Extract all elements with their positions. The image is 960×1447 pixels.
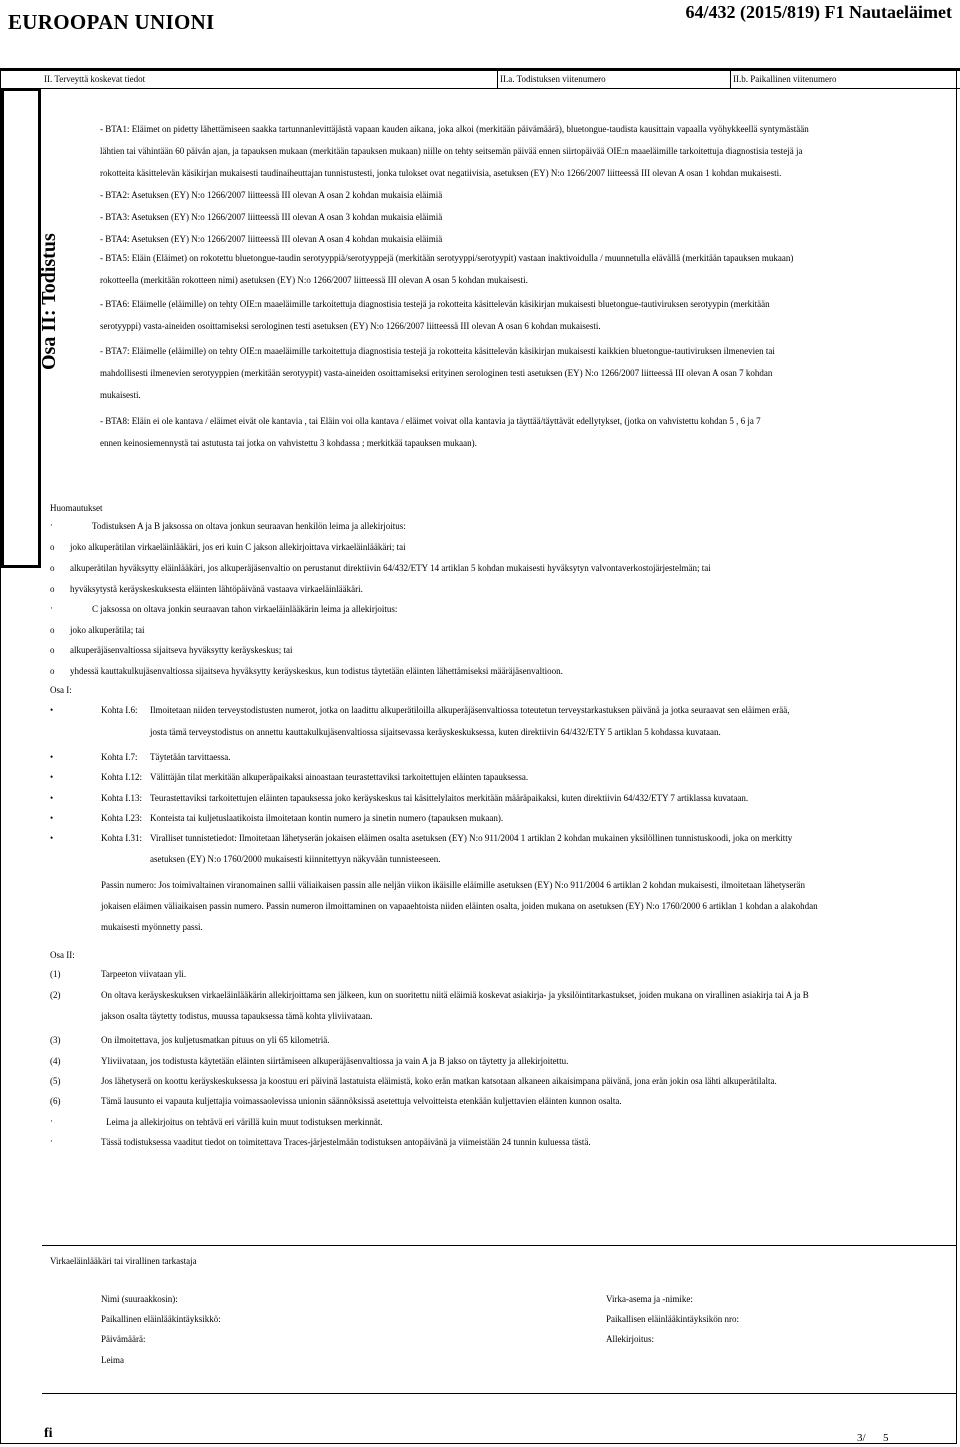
item-label: Kohta I.31: bbox=[101, 833, 142, 843]
note-line: Tässä todistuksessa vaaditut tiedot on toimitettava Traces-järjestelmään todistuksen antopäivänä ja viimeistään 24 tunnin kuluessa tästä. bbox=[101, 1137, 591, 1147]
certificate-code: 64/432 (2015/819) F1 Nautaeläimet bbox=[685, 2, 952, 22]
column-divider bbox=[497, 70, 498, 88]
signature-unit-number-field[interactable]: Paikallisen eläinlääkintäyksikön nro: bbox=[606, 1314, 739, 1324]
footnote-number: (4) bbox=[50, 1056, 61, 1066]
item-label: Kohta I.12: bbox=[101, 772, 142, 782]
signature-stamp-field[interactable]: Leima bbox=[101, 1355, 124, 1365]
bta7-line: - BTA7: Eläimelle (eläimille) on tehty OIE:n maaeläimille tarkoitettuja diagnostisia testejä ja rokotteita käsittelevän käsikirjan mukaisesti kaikkien bluetongue-tautiviruksen ilmenevien tai bbox=[100, 346, 775, 356]
signature-unit-field[interactable]: Paikallinen eläinlääkintäyksikkö: bbox=[101, 1314, 221, 1324]
page-total: 5 bbox=[883, 1432, 889, 1444]
bta5-line: rokotteella (merkitään rokotteen nimi) asetuksen (EY) N:o 1266/2007 liitteessä III olevan A osan 5 kohdan mukaisesti. bbox=[100, 275, 528, 285]
footnote-number: (3) bbox=[50, 1035, 61, 1045]
circle-bullet: o bbox=[50, 625, 55, 635]
note-line: Tarpeeton viivataan yli. bbox=[101, 969, 187, 979]
item-label: Kohta I.7: bbox=[101, 752, 138, 762]
notes-title: Huomautukset bbox=[50, 503, 103, 513]
circle-bullet: o bbox=[50, 563, 55, 573]
item-label: Kohta I.13: bbox=[101, 793, 142, 803]
signature-title: Virkaeläinlääkäri tai virallinen tarkastaja bbox=[50, 1256, 197, 1266]
note-line: Täytetään tarvittaessa. bbox=[150, 752, 231, 762]
bullet: • bbox=[50, 705, 54, 715]
bullet: • bbox=[50, 813, 54, 823]
bta7-line: mahdollisesti ilmenevien serotyyppien (merkitään serotyypit) vasta-aineiden osoittamiseksi erityinen serologinen testi asetuksen (EY) N:o 1266/2007 liitteessä III olevan A osan 7 kohdan bbox=[100, 368, 773, 378]
health-info-heading: II. Terveyttä koskevat tiedot bbox=[44, 74, 146, 84]
signature-position-field[interactable]: Virka-asema ja -nimike: bbox=[606, 1294, 693, 1304]
note-line: Leima ja allekirjoitus on tehtävä eri värillä kuin muut todistuksen merkinnät. bbox=[106, 1117, 383, 1127]
note-line: yhdessä kauttakulkujäsenvaltiossa sijaitseva hyväksytty keräyskeskus, kun todistus täytetään eläinten lähettämiseksi määräjäsenvaltioon. bbox=[70, 666, 563, 676]
note-line: josta tämä terveystodistus on annettu kauttakulkujäsenvaltiossa sijaitsevassa keräyskeskuksessa, kuten direktiivin 64/432/ETY 5 artiklan 5 kohdassa kuvataan. bbox=[150, 727, 721, 737]
bta4-line: - BTA4: Asetuksen (EY) N:o 1266/2007 liitteessä III olevan A osan 4 kohdan mukaisia eläimiä bbox=[100, 234, 443, 244]
footnote-number: (6) bbox=[50, 1096, 61, 1106]
circle-bullet: o bbox=[50, 645, 55, 655]
note-line: hyväksytystä keräyskeskuksesta eläinten lähtöpäivänä vastaava virkaeläinlääkäri. bbox=[70, 584, 363, 594]
bullet: • bbox=[50, 752, 54, 762]
note-line: Passin numero: Jos toimivaltainen viranomainen sallii väliaikaisen passin alle neljän viikon ikäisille eläimille asetuksen (EY) N:o 911/2004 6 artiklan 2 kohdan mukaisesti, ilmoitetaan lähetyserän bbox=[101, 880, 806, 890]
bta6-line: serotyyppi) vasta-aineiden osoittamiseksi serologinen testi asetuksen (EY) N:o 1266/2007 liitteessä III olevan A osan 6 kohdan mukaisesti. bbox=[100, 321, 601, 331]
bta2-line: - BTA2: Asetuksen (EY) N:o 1266/2007 liitteessä III olevan A osan 2 kohdan mukaisia eläimiä bbox=[100, 190, 443, 200]
middle-dot: · bbox=[50, 520, 53, 530]
note-line: jokaisen eläimen väliaikaisen passin numero. Passin numeron ilmoittaminen on vapaaehtoista niiden eläinten osalta, joiden mukana on asetuksen (EY) N:o 1760/2000 6 artiklan 1 kohdan a alakohdan bbox=[101, 901, 818, 911]
note-line: joko alkuperätila; tai bbox=[70, 625, 145, 635]
note-line: joko alkuperätilan virkaeläinlääkäri, jos eri kuin C jakson allekirjoittava virkaeläinlääkäri; tai bbox=[70, 542, 406, 552]
note-line: Teurastettaviksi tarkoitettujen eläinten tapauksessa joko keräyskeskus tai käsittelylaitos merkitään määräpaikaksi, kuten direktiivin 64/432/ETY 7 artiklassa kuvataan. bbox=[150, 793, 749, 803]
note-line: Tämä lausunto ei vapauta kuljettajia voimassaolevissa unionin säännöksissä asetettuja velvoitteista etenkään kuljettavien eläinten kunnon osalta. bbox=[101, 1096, 622, 1106]
bta8-line: ennen keinosiemennystä tai astutusta tai jotka on vahvistettu 3 kohdassa ; merkitkää tapauksen mukaan). bbox=[100, 438, 477, 448]
bta1-line: - BTA1: Eläimet on pidetty lähettämiseen saakka tartunnanlevittäjästä vapaan kauden aikana, joka alkoi (merkitään päivämäärä), bluetongue-taudista kausittain vapaalla vyöhykkeellä syntymästään bbox=[100, 124, 809, 134]
bta5-line: - BTA5: Eläin (Eläimet) on rokotettu bluetongue-taudin serotyyppiä/serotyyppejä (merkitään serotyyppi/serotyypit) vastaan inaktivoidulla / muunnetulla elävällä (merkitään tapauksen mukaan) bbox=[100, 253, 794, 263]
note-line: Ilmoitetaan niiden terveystodistusten numerot, jotka on laadittu alkuperätiloilla alkuperäjäsenvaltiossa toteutetun terveystarkastuksen päivänä ja jotka seuraavat sen eläimen erää, bbox=[150, 705, 790, 715]
bta3-line: - BTA3: Asetuksen (EY) N:o 1266/2007 liitteessä III olevan A osan 3 kohdan mukaisia eläimiä bbox=[100, 212, 443, 222]
bullet: • bbox=[50, 833, 54, 843]
document-title: EUROOPAN UNIONI bbox=[8, 10, 215, 34]
note-line: C jaksossa on oltava jonkin seuraavan tahon virkaeläinlääkärin leima ja allekirjoitus: bbox=[92, 604, 398, 614]
circle-bullet: o bbox=[50, 584, 55, 594]
table-header-divider bbox=[0, 88, 960, 89]
item-label: Kohta I.23: bbox=[101, 813, 142, 823]
note-line: asetuksen (EY) N:o 1760/2000 mukaisesti kiinnitettyyn näkyvään tunnisteeseen. bbox=[150, 854, 441, 864]
part1-heading: Osa I: bbox=[50, 685, 72, 695]
bta1-line: lähtien tai vähintään 60 päivän ajan, ja tapauksen mukaan (merkitään tapauksen mukaan) niille on tehty seitsemän päivää ennen siirtopäivää OIE:n maaeläimille tarkoitettuja diagnostisia testejä ja bbox=[100, 146, 803, 156]
side-label: Osa II: Todistus bbox=[38, 233, 60, 370]
circle-bullet: o bbox=[50, 666, 55, 676]
local-reference-label: II.b. Paikallinen viitenumero bbox=[733, 74, 837, 84]
note-line: alkuperäjäsenvaltiossa sijaitseva hyväksytty keräyskeskus; tai bbox=[70, 645, 293, 655]
part2-heading: Osa II: bbox=[50, 950, 75, 960]
note-line: Yliviivataan, jos todistusta käytetään eläinten siirtämiseen alkuperäjäsenvaltiossa ja vain A ja B jakso on täytetty ja allekirjoitettu. bbox=[101, 1056, 569, 1066]
note-line: On ilmoitettava, jos kuljetusmatkan pituus on yli 65 kilometriä. bbox=[101, 1035, 330, 1045]
signature-sign-field[interactable]: Allekirjoitus: bbox=[606, 1334, 654, 1344]
note-line: Välittäjän tilat merkitään alkuperäpaikaksi ainoastaan teurastettaviksi tarkoitettujen eläinten tapauksessa. bbox=[150, 772, 529, 782]
bta8-line: - BTA8: Eläin ei ole kantava / eläimet eivät ole kantavia , tai Eläin voi olla kantava / eläimet voivat olla kantavia ja täyttää/täyttävät edellytykset, (jotka on vahvistettu kohdan 5 , 6 ja 7 bbox=[100, 416, 761, 426]
signature-date-field[interactable]: Päivämäärä: bbox=[101, 1334, 146, 1344]
bullet: • bbox=[50, 793, 54, 803]
note-line: Viralliset tunnistetiedot: Ilmoitetaan lähetyserän jokaisen eläimen osalta asetuksen (EY) N:o 911/2004 1 artiklan 2 kohdan mukainen yksilöllinen tunnistuskoodi, joka on merkitty bbox=[150, 833, 793, 843]
footnote-number: (2) bbox=[50, 990, 61, 1000]
side-label-box bbox=[1, 88, 41, 568]
signature-name-field[interactable]: Nimi (suuraakkosin): bbox=[101, 1294, 178, 1304]
certificate-reference-label: II.a. Todistuksen viitenumero bbox=[500, 74, 606, 84]
note-line: Todistuksen A ja B jaksossa on oltava jonkun seuraavan henkilön leima ja allekirjoitus: bbox=[92, 521, 406, 531]
middle-dot: · bbox=[50, 1116, 53, 1126]
bullet: • bbox=[50, 772, 54, 782]
note-line: mukaisesti myönnetty passi. bbox=[101, 922, 203, 932]
footnote-number: (1) bbox=[50, 969, 61, 979]
page-number: 3/ bbox=[857, 1432, 866, 1444]
middle-dot: · bbox=[50, 1136, 53, 1146]
note-line: Jos lähetyserä on koottu keräyskeskuksessa ja koostuu eri päivinä lastatuista eläimistä, koko erän matkan katsotaan alkaneen aikaisimpana päivänä, jona erän jokin osa lähti alkuperätilalta. bbox=[101, 1076, 777, 1086]
bta1-line: rokotteita käsittelevän käsikirjan mukaisesti taudinaiheuttajan tunnistustesti, jonka tulokset ovat negatiivisia, asetuksen (EY) N:o 1266/2007 liitteessä III olevan A osan 1 kohdan mukaisesti. bbox=[100, 168, 782, 178]
signature-divider bbox=[42, 1393, 957, 1394]
footnote-number: (5) bbox=[50, 1076, 61, 1086]
column-divider bbox=[730, 70, 731, 88]
language-code: fi bbox=[44, 1426, 53, 1441]
bta6-line: - BTA6: Eläimelle (eläimille) on tehty OIE:n maaeläimille tarkoitettuja diagnostisia testejä ja rokotteita käsittelevän käsikirjan mukaisesti bluetongue-tautiviruksen serotyypin (merkitään bbox=[100, 299, 770, 309]
note-line: On oltava keräyskeskuksen virkaeläinlääkärin allekirjoittama sen jälkeen, kun on suoritettu niitä eläimiä koskevat asiakirja- ja yksilöintitarkastukset, joiden mukana on virallinen asiakirja tai A ja B bbox=[101, 990, 809, 1000]
signature-divider bbox=[42, 1245, 957, 1246]
note-line: alkuperätilan hyväksytty eläinlääkäri, jos alkuperäjäsenvaltio on perustanut direktiivin 64/432/ETY 14 artiklan 5 kohdan mukaisesti hyväksytyn valvontaverkostojärjestelmän; tai bbox=[70, 563, 711, 573]
bta7-line: mukaisesti. bbox=[100, 390, 141, 400]
note-line: Konteista tai kuljetuslaatikoista ilmoitetaan kontin numero ja sinetin numero (tapauksen mukaan). bbox=[150, 813, 504, 823]
circle-bullet: o bbox=[50, 542, 55, 552]
middle-dot: · bbox=[50, 603, 53, 613]
item-label: Kohta I.6: bbox=[101, 705, 138, 715]
note-line: jakson osalta täytetty todistus, muussa tapauksessa tämä kohta yliviivataan. bbox=[101, 1011, 373, 1021]
